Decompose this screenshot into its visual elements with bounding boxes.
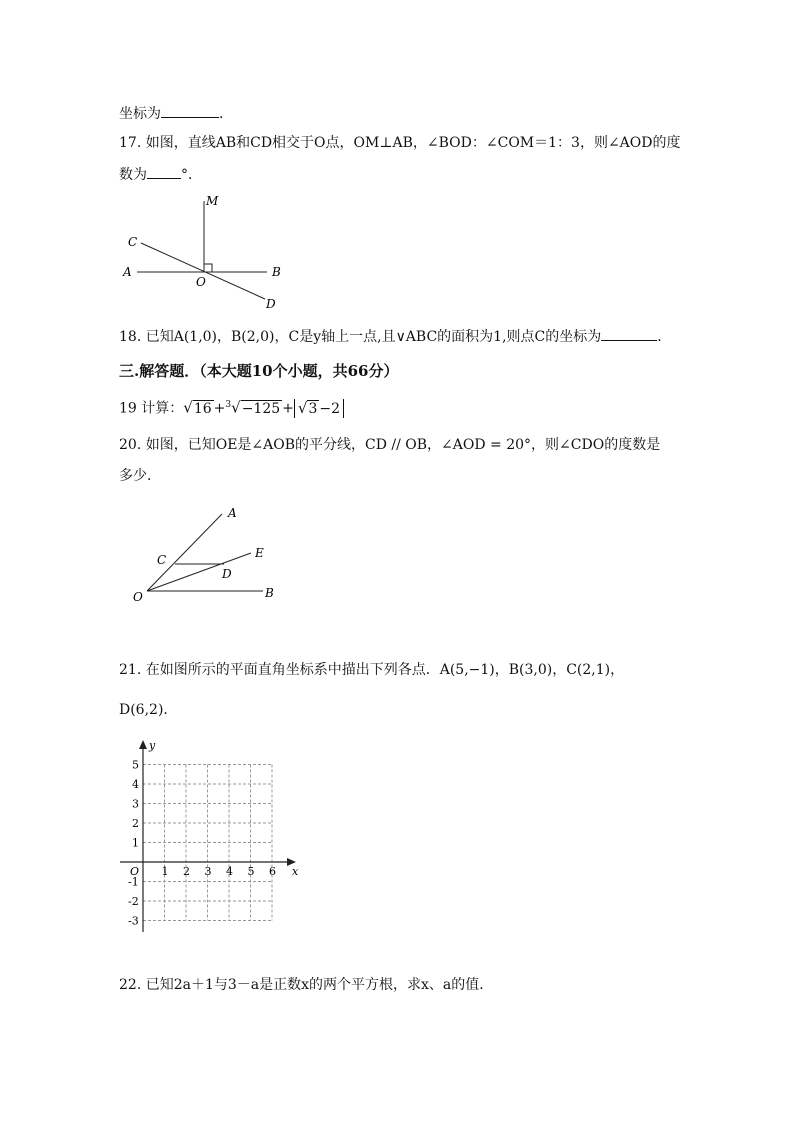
q21-line2: D(6,2)． — [119, 702, 178, 718]
y-tick-label: 3 — [132, 797, 139, 811]
dashed-grid — [143, 765, 272, 921]
label-c: C — [157, 553, 167, 567]
q21-number: 21. — [119, 662, 142, 678]
section3-title: 三.解答题．（本大题10个小题，共66分） — [119, 362, 399, 380]
right-angle-mark — [204, 264, 212, 272]
label-o: O — [196, 275, 206, 289]
q17-text-line1: 如图，直线AB和CD相交于O点，OM⊥AB，∠BOD：∠COM＝1：3，则∠AOD的度 — [145, 135, 681, 151]
sqrt-sign-2: √ — [231, 398, 241, 417]
y-tick-label: -2 — [128, 895, 139, 908]
label-m: M — [206, 194, 219, 208]
y-tick-label: 4 — [132, 778, 139, 791]
q22-number: 22. — [119, 977, 142, 993]
q19-label: 19 计算： — [119, 400, 184, 417]
q19-plus2: + — [282, 400, 294, 417]
q19-cube-index: 3 — [225, 400, 232, 410]
q17-line1 — [119, 133, 681, 153]
x-tick-label: 3 — [204, 865, 212, 878]
q17-text-line2-end: °． — [181, 167, 202, 183]
x-tick-label: 1 — [161, 865, 169, 878]
q22-text: 已知2a＋1与3－a是正数x的两个平方根，求x、a的值． — [145, 977, 494, 993]
x-tick-labels — [162, 865, 277, 878]
q20-figure — [125, 500, 295, 610]
q18-number: 18. — [119, 329, 142, 345]
q18-end: ． — [657, 329, 672, 345]
y-tick-label: 5 — [132, 758, 139, 772]
label-o: O — [133, 590, 143, 604]
label-b: B — [272, 265, 281, 279]
y-tick-label: 2 — [132, 817, 139, 830]
q16-tail — [119, 103, 233, 124]
q21-text-line1: 在如图所示的平面直角坐标系中描出下列各点．A(5,−1)，B(3,0)，C(2,1)， — [145, 662, 625, 678]
label-c: C — [128, 235, 138, 249]
q17-number: 17. — [119, 135, 142, 151]
q22-line — [119, 975, 493, 995]
q18-line — [119, 326, 671, 347]
q21-coordinate-grid — [112, 734, 312, 938]
x-tick-label: 4 — [226, 865, 233, 878]
q17-text-line2-start: 数为 — [119, 167, 147, 183]
label-d: D — [222, 567, 232, 581]
x-tick-label: 6 — [269, 865, 276, 878]
sqrt-sign-3: √ — [297, 398, 308, 417]
sqrt-sign-1: √ — [183, 398, 193, 417]
label-e: E — [255, 546, 264, 560]
y-tick-labels — [128, 759, 139, 928]
q19-minus: −2 — [319, 400, 340, 417]
y-tick-label: 1 — [132, 836, 139, 850]
q20-text-line1: 如图，已知OE是∠AOB的平分线，CD // OB，∠AOD = 20°，则∠CDO的度数是 — [145, 437, 661, 453]
q16-tail-end: ． — [219, 106, 233, 122]
q17-answer-blank — [147, 164, 181, 179]
q20-line1 — [119, 435, 660, 455]
label-b: B — [265, 586, 274, 600]
x-tick-label: 5 — [247, 865, 255, 878]
label-d: D — [266, 297, 276, 311]
q19-sqrt3: 3 — [308, 400, 318, 417]
q21-line1 — [119, 660, 624, 680]
q19-abs — [294, 399, 344, 418]
q17-line2 — [119, 164, 202, 185]
q18-text: 已知A(1,0)，B(2,0)，C是y轴上一点,且∨ABC的面积为1,则点C的坐标为 — [145, 329, 602, 345]
label-a: A — [228, 506, 237, 520]
y-axis-label: y — [149, 739, 156, 752]
q20-number: 20. — [119, 437, 142, 453]
y-tick-label: -3 — [128, 914, 139, 928]
y-tick-label: -1 — [128, 875, 139, 889]
y-axis-arrow — [139, 740, 147, 749]
q16-tail-text: 坐标为 — [119, 106, 161, 122]
origin-label: O — [130, 865, 140, 878]
label-a: A — [123, 265, 132, 279]
q19-line — [119, 395, 344, 419]
q19-sqrt2: −125 — [241, 400, 281, 417]
q17-figure — [115, 190, 295, 315]
x-tick-label: 2 — [183, 865, 190, 878]
q16-answer-blank — [161, 103, 219, 118]
q19-sqrt1: 16 — [193, 400, 212, 417]
q19-plus1: + — [213, 400, 226, 417]
x-axis-label: x — [292, 865, 299, 878]
line-cd — [141, 243, 265, 299]
q18-answer-blank — [601, 326, 657, 341]
q20-line2: 多少． — [119, 468, 161, 484]
